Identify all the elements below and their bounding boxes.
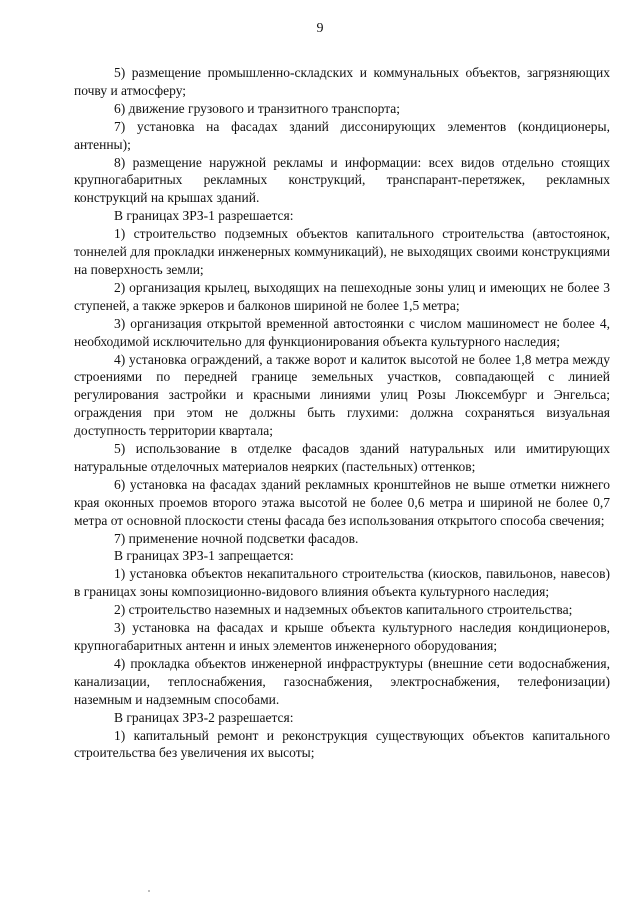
paragraph-allowed-3-parking: 3) организация открытой временной автостоянки с числом машиномест не более 4, необходимой исключительно для функционирования объекта культурного наследия; [74,315,610,349]
section-heading-zrz1-forbidden: В границах ЗРЗ-1 запрещается: [114,548,294,564]
section-heading-zrz1-allowed: В границах ЗРЗ-1 разрешается: [114,208,294,224]
page-number: 9 [316,21,324,36]
section-heading-zrz2-allowed: В границах ЗРЗ-2 разрешается: [114,709,294,725]
scan-speck [148,890,150,892]
paragraph-forbidden-4-infrastructure: 4) прокладка объектов инженерной инфраструктуры (внешние сети водоснабжения, канализации, теплоснабжения, газоснабжения, электроснабжения, телефонизации) наземным и надземным способами. [74,655,610,707]
paragraph-allowed-2-porches: 2) организация крылец, выходящих на пешеходные зоны улиц и имеющих не более 3 ступеней, а также эркеров и балконов шириной не более 1,5 метра; [74,279,610,313]
paragraph-forbidden-3-equipment: 3) установка на фасадах и крыше объекта культурного наследия кондиционеров, крупногабаритных антенн и иных элементов инженерного оборудования; [74,620,610,653]
paragraph-allowed-5-finishing: 5) использование в отделке фасадов зданий натуральных или имитирующих натуральные отделочных материалов неярких (пастельных) оттенков; [74,441,610,474]
paragraph-forbidden-2-construction: 2) строительство наземных и надземных объектов капитального строительства; [114,602,573,618]
paragraph-allowed-1-underground: 1) строительство подземных объектов капитального строительства (автостоянок, тоннелей для прокладки инженерных коммуникаций), не выходящих своими конструкциями на поверхность земли; [74,226,610,277]
paragraph-item-6-transit: 6) движение грузового и транзитного транспорта; [114,100,401,116]
paragraph-forbidden-1-kiosks: 1) установка объектов некапитального строительства (киосков, павильонов, навесов) в границах зоны композиционно-видового влияния объекта культурного наследия; [74,566,610,600]
paragraph-allowed-4-fences: 4) установка ограждений, а также ворот и калиток высотой не более 1,8 метра между строениями по передней границе земельных участков, совпадающей с линией регулирования застройки и красными линиями улиц Розы Люксембург и Энгельса; ограждения при этом не должны быть глухими: должна сохраняться визуальная доступность территории квартала; [74,351,610,439]
paragraph-item-7-facade-elements: 7) установка на фасадах зданий диссонирующих элементов (кондиционеры, антенны); [74,118,610,152]
paragraph-item-5-industrial: 5) размещение промышленно-складских и коммунальных объектов, загрязняющих почву и атмосферу; [74,65,610,98]
paragraph-zrz2-allowed-1-repair: 1) капитальный ремонт и реконструкция существующих объектов капитального строительства без увеличения их высоты; [74,727,610,761]
paragraph-allowed-7-lighting: 7) применение ночной подсветки фасадов. [114,530,359,546]
paragraph-item-8-advertising: 8) размещение наружной рекламы и информации: всех видов отдельно стоящих крупногабаритных рекламных конструкций, транспарант-перетяжек, рекламных конструкций на крышах зданий. [74,154,610,206]
paragraph-allowed-6-brackets: 6) установка на фасадах зданий рекламных кронштейнов не выше отметки нижнего края оконных проемов второго этажа высотой не более 0,6 метра и шириной не более 0,7 метра от основной плоскости стены фасада без использования открытого способа свечения; [74,476,610,528]
document-body [74,64,610,762]
